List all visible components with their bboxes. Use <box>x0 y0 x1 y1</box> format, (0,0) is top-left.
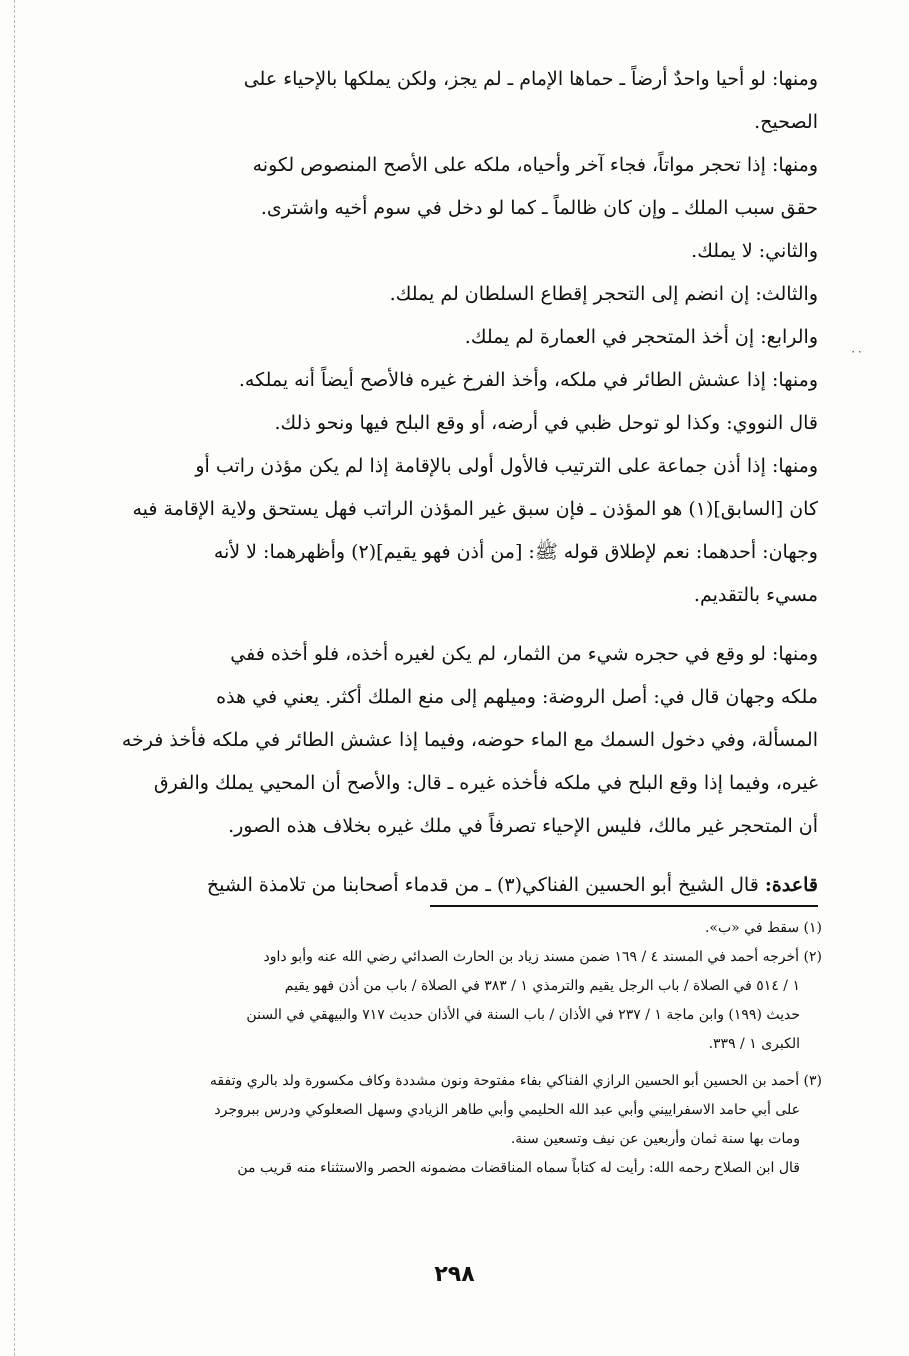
text-line: أن المتحجر غير مالك، فليس الإحياء تصرفاً في ملك غيره بخلاف هذه الصور. <box>228 815 818 837</box>
text-line: غيره، وفيما إذا وقع البلح في ملكه فأخذه غيره ـ قال: والأصح أن المحيي يملك والفرق <box>153 772 818 794</box>
text-line: المسألة، وفي دخول السمك مع الماء حوضه، وفيما إذا عشش الطائر في ملكه فأخذ فرخه <box>121 729 818 751</box>
text-line: حقق سبب الملك ـ وإن كان ظالماً ـ كما لو دخل في سوم أخيه واشترى. <box>260 197 818 219</box>
footnote-1: (١) سقط في «ب». <box>704 920 822 936</box>
scan-mark: ٠٠ <box>850 344 863 358</box>
text-line: ومنها: إذا أذن جماعة على الترتيب فالأول أولى بالإقامة إذا لم يكن مؤذن راتب أو <box>195 455 818 477</box>
text-line: والثالث: إن انضم إلى التحجر إقطاع السلطان لم يملك. <box>389 283 818 305</box>
footnotes <box>72 914 822 1183</box>
text-line: ومنها: إذا تحجر مواتاً، فجاء آخر وأحياه، ملكه على الأصح المنصوص لكونه <box>252 154 818 176</box>
text-line: مسيء بالتقديم. <box>693 584 818 606</box>
footnote-2-line: (٢) أخرجه أحمد في المسند ٤ / ١٦٩ ضمن مسند زياد بن الحارث الصدائي رضي الله عنه وأبو داود <box>263 949 822 965</box>
text-line: قال النووي: وكذا لو توحل ظبي في أرضه، أو وقع البلح فيها ونحو ذلك. <box>274 412 818 434</box>
rule-paragraph <box>72 864 818 907</box>
text-line: كان [السابق](١) هو المؤذن ـ فإن سبق غير المؤذن الراتب فهل يستحق ولاية الإقامة فيه <box>132 498 818 520</box>
footnote-2-line: الكبرى ١ / ٣٣٩. <box>708 1036 800 1052</box>
text-line: ومنها: لو وقع في حجره شيء من الثمار، لم يكن لغيره أخذه، فلو أخذه ففي <box>230 643 818 665</box>
footnote-3-line: قال ابن الصلاح رحمه الله: رأيت له كتاباً سماه المناقضات مضمونه الحصر والاستثناء منه قريب من <box>237 1160 800 1176</box>
text-line: ومنها: إذا عشش الطائر في ملكه، وأخذ الفرخ غيره فالأصح أيضاً أنه يملكه. <box>238 369 818 391</box>
footnote-3-line: على أبي حامد الاسفراييني وأبي عبد الله الحليمي وأبي طاهر الزيادي وسهل الصعلوكي ودرس ببروجرد <box>214 1102 800 1118</box>
text-line: والرابع: إن أخذ المتحجر في العمارة لم يملك. <box>464 326 818 348</box>
footnote-3-line: (٣) أحمد بن الحسين أبو الحسين الرازي الفناكي بفاء مفتوحة ونون مشددة وكاف مكسورة ولد بالري وتفقه <box>209 1073 822 1089</box>
footnote-separator <box>430 905 818 907</box>
text-line: وجهان: أحدهما: نعم لإطلاق قوله ﷺ: [من أذن فهو يقيم](٢) وأظهرهما: لا لأنه <box>213 541 818 563</box>
page-number: ٢٩٨ <box>434 1262 475 1287</box>
footnote-2-line: حديث (١٩٩) وابن ماجة ١ / ٢٣٧ في الأذان / باب السنة في الأذان حديث ٧١٧ والبيهقي في السنن <box>246 1007 800 1023</box>
scan-gutter-line <box>14 0 15 1356</box>
text-line: الصحيح. <box>754 111 818 133</box>
text-line: والثاني: لا يملك. <box>691 240 818 262</box>
main-text <box>72 58 818 907</box>
rule-label: قاعدة: <box>764 874 818 896</box>
text-line: ملكه وجهان قال في: أصل الروضة: وميلهم إلى منع الملك أكثر. يعني في هذه <box>216 686 818 708</box>
text-line: ومنها: لو أحيا واحدٌ أرضاً ـ حماها الإمام ـ لم يجز، ولكن يملكها بالإحياء على <box>243 68 818 90</box>
footnote-2-line: ١ / ٥١٤ في الصلاة / باب الرجل يقيم والترمذي ١ / ٣٨٣ في الصلاة / باب من أذن فهو يقيم <box>284 978 800 994</box>
text-line: قال الشيخ أبو الحسين الفناكي(٣) ـ من قدماء أصحابنا من تلامذة الشيخ <box>206 874 759 896</box>
footnote-3-line: ومات بها سنة ثمان وأربعين عن نيف وتسعين سنة. <box>510 1131 800 1147</box>
